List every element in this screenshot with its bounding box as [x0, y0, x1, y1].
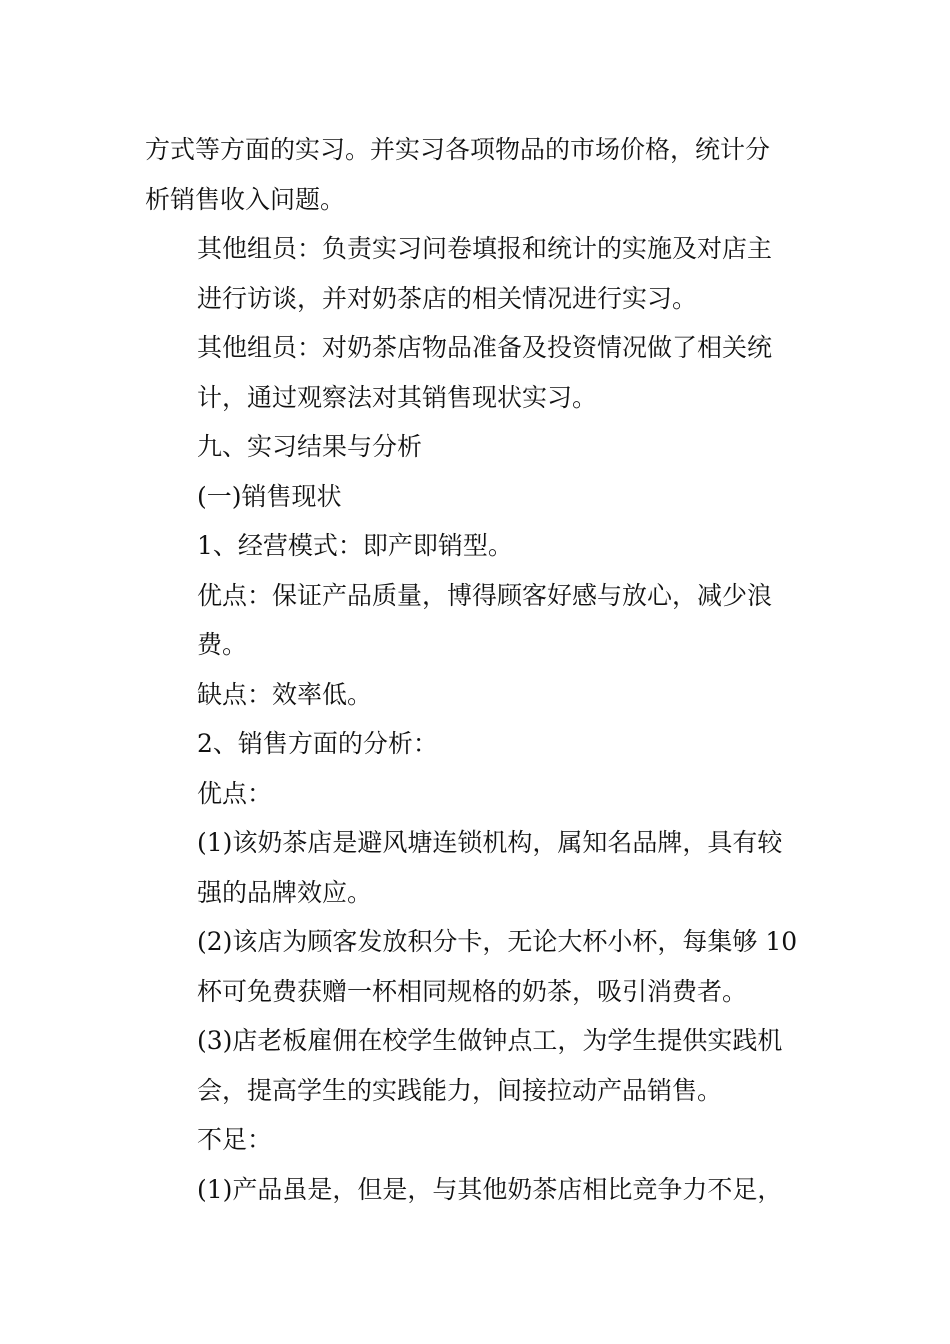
text-line: 强的品牌效应。 [197, 877, 373, 907]
paragraph [145, 1115, 810, 1165]
paragraph [145, 670, 810, 720]
text-line: 九、实习结果与分析 [197, 432, 423, 461]
text-line: 不足： [197, 1125, 273, 1154]
paragraph [145, 571, 810, 670]
paragraph [145, 1165, 810, 1215]
text-line: 费。 [197, 630, 248, 659]
document-body [145, 125, 810, 1214]
text-line: 析销售收入问题。 [145, 184, 346, 214]
text-line: 杯可免费获赠一杯相同规格的奶茶，吸引消费者。 [197, 976, 748, 1006]
text-line: (3)店老板雇佣在校学生做钟点工，为学生提供实践机 [197, 1026, 783, 1055]
text-line: (1)产品虽是，但是，与其他奶茶店相比竞争力不足， [197, 1174, 783, 1204]
text-line: 计，通过观察法对其销售现状实习。 [197, 382, 598, 412]
text-line: 进行访谈，并对奶茶店的相关情况进行实习。 [197, 283, 698, 313]
paragraph [145, 818, 810, 917]
text-line: 2、销售方面的分析： [197, 729, 438, 758]
text-line: 会，提高学生的实践能力，间接拉动产品销售。 [197, 1075, 723, 1105]
text-line: 方式等方面的实习。并实习各项物品的市场价格，统计分 [145, 135, 771, 164]
text-line: 缺点：效率低。 [197, 679, 373, 709]
text-line: 优点：保证产品质量，博得顾客好感与放心，减少浪 [197, 580, 773, 610]
paragraph [145, 769, 810, 819]
text-line: 优点： [197, 778, 273, 808]
paragraph [145, 1016, 810, 1115]
paragraph [145, 125, 810, 224]
paragraph [145, 521, 810, 571]
text-line: 1、经营模式：即产即销型。 [197, 531, 513, 560]
paragraph [145, 323, 810, 422]
text-line: (2)该店为顾客发放积分卡，无论大杯小杯，每集够 10 [197, 927, 798, 956]
paragraph [145, 224, 810, 323]
text-line: 其他组员：对奶茶店物品准备及投资情况做了相关统 [197, 333, 773, 362]
paragraph [145, 917, 810, 1016]
text-line: (一)销售现状 [197, 481, 342, 511]
text-line: (1)该奶茶店是避风塘连锁机构，属知名品牌，具有较 [197, 828, 783, 857]
text-line: 其他组员：负责实习问卷填报和统计的实施及对店主 [197, 234, 773, 263]
paragraph [145, 719, 810, 769]
paragraph [145, 472, 810, 522]
paragraph [145, 422, 810, 472]
